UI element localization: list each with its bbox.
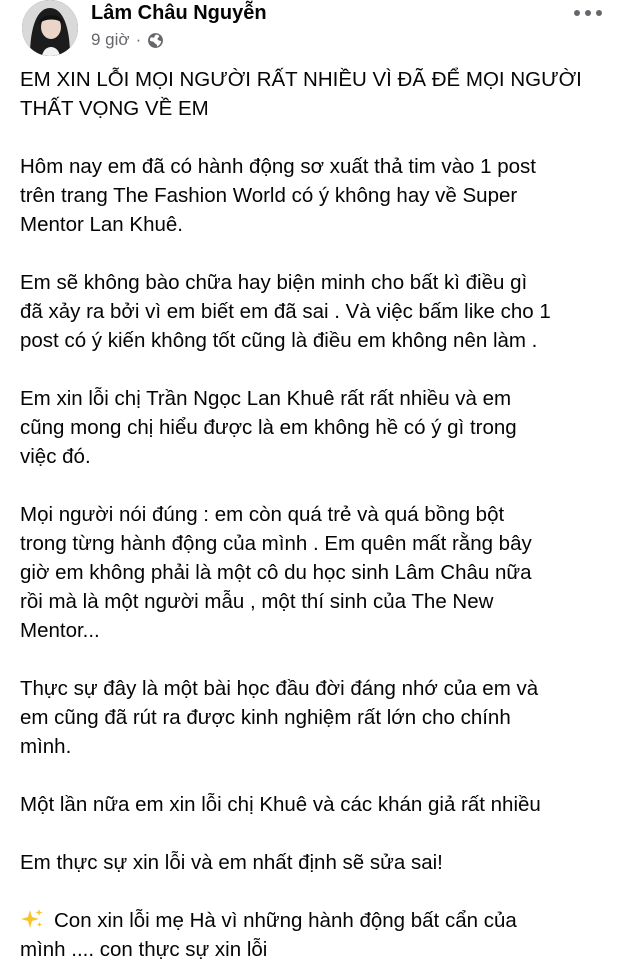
globe-icon[interactable] <box>147 32 164 49</box>
avatar-image <box>22 0 78 56</box>
more-dot <box>596 10 602 16</box>
post-title: EM XIN LỖI MỌI NGƯỜI RẤT NHIỀU VÌ ĐÃ ĐỂ MỌI NGƯỜI THẤT VỌNG VỀ EM <box>20 68 582 120</box>
post-body <box>20 65 610 964</box>
post-paragraph-5: Thực sự đây là một bài học đầu đời đáng nhớ của em và em cũng đã rút ra được kinh nghiệm rất lớn cho chính mình. <box>20 677 539 758</box>
post-time[interactable]: 9 giờ <box>91 30 130 49</box>
post-paragraph-1: Hôm nay em đã có hành động sơ xuất thả tim vào 1 post trên trang The Fashion World có ý không hay về Super Mentor Lan Khuê. <box>20 155 536 236</box>
avatar[interactable] <box>22 0 78 56</box>
author-name[interactable]: Lâm Châu Nguyễn <box>91 2 267 24</box>
post-paragraph-2: Em sẽ không bào chữa hay biện minh cho bất kì điều gì đã xảy ra bởi vì em biết em đã sai . Và việc bấm like cho 1 post có ý kiến không tốt cũng là điều em không nên làm . <box>20 271 551 352</box>
post-paragraph-8: Con xin lỗi mẹ Hà vì những hành động bất cẩn của mình .... con thực sự xin lỗi <box>20 909 517 961</box>
post-paragraph-3: Em xin lỗi chị Trần Ngọc Lan Khuê rất rất nhiều và em cũng mong chị hiểu được là em không hề có ý gì trong việc đó. <box>20 387 517 468</box>
meta-separator: · <box>135 30 142 49</box>
sparkles-icon <box>20 908 44 930</box>
more-dot <box>585 10 591 16</box>
post-paragraph-6: Một lần nữa em xin lỗi chị Khuê và các khán giả rất nhiều <box>20 793 541 816</box>
post-paragraph-4: Mọi người nói đúng : em còn quá trẻ và quá bồng bột trong từng hành động của mình . Em quên mất rằng bây giờ em không phải là một cô du học sinh Lâm Châu nữa rồi mà là một người mẫu , một thí sinh của The New Mentor... <box>20 503 532 642</box>
post-header <box>0 0 620 60</box>
more-options-icon[interactable] <box>568 0 608 26</box>
post-meta <box>91 30 164 50</box>
post-paragraph-7: Em thực sự xin lỗi và em nhất định sẽ sửa sai! <box>20 851 443 874</box>
more-dot <box>574 10 580 16</box>
